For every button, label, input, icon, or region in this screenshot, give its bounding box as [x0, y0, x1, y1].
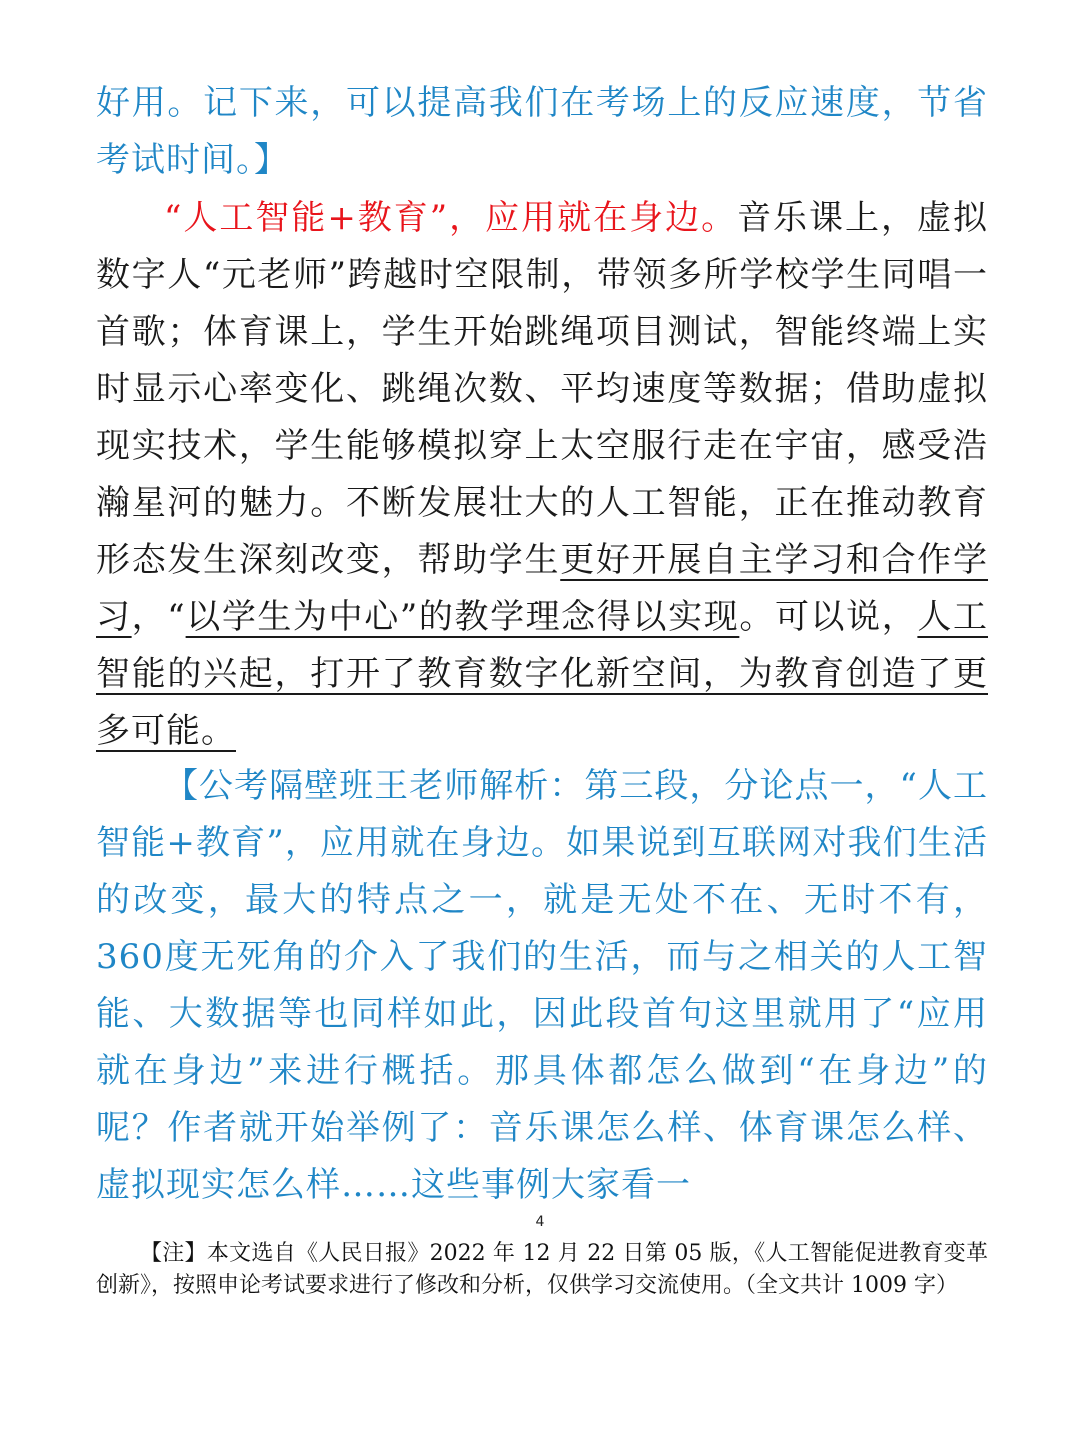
- article-text-2: ，“: [131, 597, 186, 637]
- page-number: 4: [535, 1214, 545, 1230]
- paragraph-article: [96, 190, 988, 760]
- teacher-analysis-text: 【公考隔壁班王老师解析：第三段，分论点一，“人工智能+教育”，应用就在身边。如果说到互联网对我们生活的改变，最大的特点之一，就是无处不在、无时不有，360度无死角的介入了我们的生活，而与之相关的人工智能、大数据等也同样如此，因此段首句这里就用了“应用就在身边”来进行概括。那具体都怎么做到“在身边”的呢？作者就开始举例了：音乐课怎么样、体育课怎么样、虚拟现实怎么样……这些事例大家看一: [96, 766, 988, 1205]
- article-text-3: 。可以说，: [739, 597, 918, 637]
- article-text-1: 音乐课上，虚拟数字人“元老师”跨越时空限制，带领多所学校学生同唱一首歌；体育课上，学生开始跳绳项目测试，智能终端上实时显示心率变化、跳绳次数、平均速度等数据；借助虚拟现实技术，学生能够模拟穿上太空服行走在宇宙，感受浩瀚星河的魅力。不断发展壮大的人工智能，正在推动教育形态发生深刻改变，帮助学生: [96, 198, 988, 580]
- underlined-phrase-2: 以学生为中心”的教学理念得以实现: [185, 597, 740, 637]
- footnote-text: 【注】本文选自《人民日报》2022 年 12 月 22 日第 05 版，《人工智能促进教育变革创新》，按照申论考试要求进行了修改和分析，仅供学习交流使用。（全文共计 1009 字）: [96, 1241, 988, 1298]
- footnote: [96, 1238, 988, 1302]
- paragraph-teacher-analysis: [96, 758, 988, 1214]
- paragraph-analysis-end: [96, 75, 988, 189]
- subheading-red: “人工智能+教育”，应用就在身边。: [164, 198, 738, 238]
- underlined-phrase-1: 更好开展自主学习和合作学习: [96, 540, 989, 637]
- paragraph-analysis-end-text: 好用。记下来，可以提高我们在考场上的反应速度，节省考试时间。】: [96, 83, 988, 180]
- underlined-phrase-3: 人工智能的兴起，打开了教育数字化新空间，为教育创造了更多可能。: [96, 597, 988, 751]
